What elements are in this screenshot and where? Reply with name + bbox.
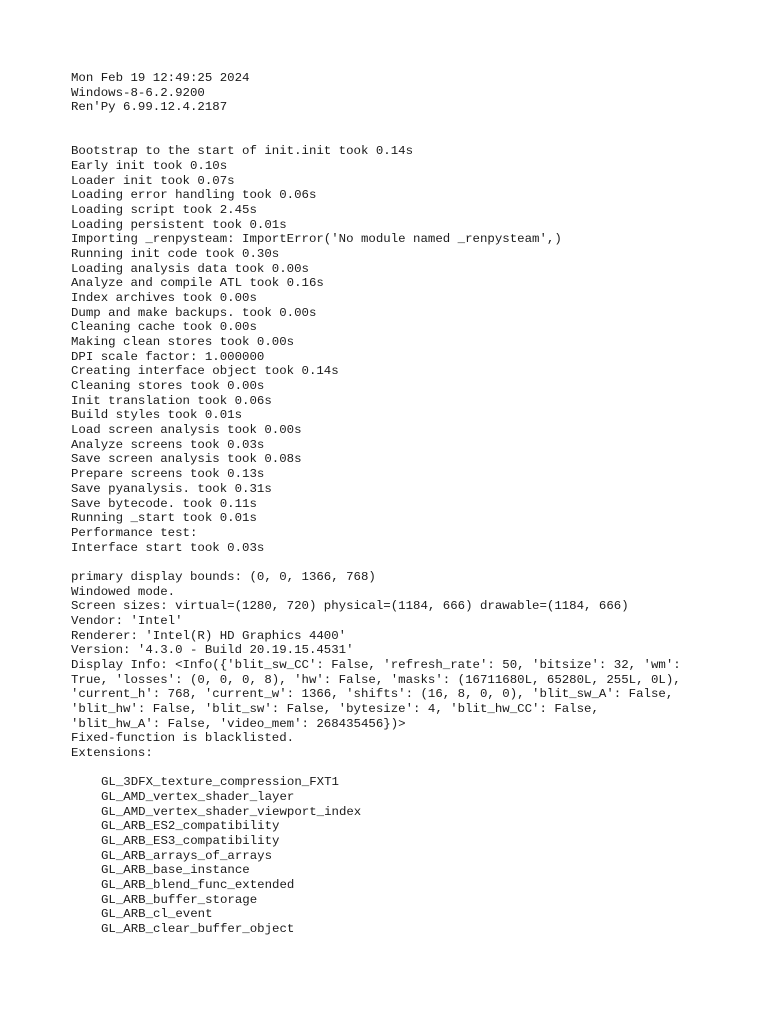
- extension-item: GL_ARB_ES2_compatibility: [101, 819, 280, 834]
- log-line: Bootstrap to the start of init.init took 0.14s: [71, 144, 414, 159]
- log-line-date: Mon Feb 19 12:49:25 2024: [71, 71, 250, 85]
- extension-item: GL_ARB_arrays_of_arrays: [101, 848, 273, 863]
- log-line: Build styles took 0.01s: [71, 408, 243, 423]
- log-line: Loading error handling took 0.06s: [71, 188, 317, 203]
- log-line-renpy-version: Ren'Py 6.99.12.4.2187: [71, 100, 228, 115]
- log-line: Running _start took 0.01s: [71, 511, 257, 526]
- log-line: Running init code took 0.30s: [71, 247, 280, 262]
- log-line: Cleaning stores took 0.00s: [71, 379, 265, 394]
- log-line: Loader init took 0.07s: [71, 173, 235, 188]
- log-line: Analyze screens took 0.03s: [71, 437, 265, 452]
- log-line: 'blit_hw': False, 'blit_sw': False, 'bytesize': 4, 'blit_hw_CC': False,: [71, 701, 599, 716]
- extension-item: GL_3DFX_texture_compression_FXT1: [101, 775, 339, 790]
- extension-item: GL_ARB_base_instance: [101, 863, 250, 878]
- log-header: [71, 71, 751, 115]
- log-line: Interface start took 0.03s: [71, 540, 265, 555]
- log-line: Load screen analysis took 0.00s: [71, 423, 302, 438]
- log-line: Analyze and compile ATL took 0.16s: [71, 276, 324, 291]
- log-line: Creating interface object took 0.14s: [71, 364, 339, 379]
- log-display-info: [71, 570, 751, 761]
- log-line: primary display bounds: (0, 0, 1366, 768): [71, 569, 376, 584]
- blank-gap: [71, 115, 751, 144]
- log-line: Vendor: 'Intel': [71, 613, 183, 628]
- extensions-list: [71, 775, 751, 936]
- log-line: Early init took 0.10s: [71, 159, 228, 174]
- log-line: 'blit_hw_A': False, 'video_mem': 268435456})>: [71, 716, 406, 731]
- log-line: Display Info: <Info({'blit_sw_CC': False, 'refresh_rate': 50, 'bitsize': 32, 'wm':: [71, 657, 681, 672]
- extension-item: GL_ARB_ES3_compatibility: [101, 833, 280, 848]
- extension-item: GL_AMD_vertex_shader_viewport_index: [101, 804, 362, 819]
- log-line: 'current_h': 768, 'current_w': 1366, 'shifts': (16, 8, 0, 0), 'blit_sw_A': False,: [71, 687, 674, 702]
- log-line: Renderer: 'Intel(R) HD Graphics 4400': [71, 628, 347, 643]
- extension-item: GL_ARB_cl_event: [101, 907, 213, 922]
- log-line: Version: '4.3.0 - Build 20.19.15.4531': [71, 643, 354, 658]
- log-line: Dump and make backups. took 0.00s: [71, 305, 317, 320]
- log-line: Loading persistent took 0.01s: [71, 217, 287, 232]
- log-line: Cleaning cache took 0.00s: [71, 320, 257, 335]
- log-line: DPI scale factor: 1.000000: [71, 349, 265, 364]
- log-line: True, 'losses': (0, 0, 0, 8), 'hw': False, 'masks': (16711680L, 65280L, 255L, 0L),: [71, 672, 681, 687]
- log-line: Loading script took 2.45s: [71, 203, 257, 218]
- log-line: Windowed mode.: [71, 584, 176, 599]
- log-line: Screen sizes: virtual=(1280, 720) physical=(1184, 666) drawable=(1184, 666): [71, 599, 629, 614]
- log-line: Init translation took 0.06s: [71, 393, 272, 408]
- extension-item: GL_ARB_buffer_storage: [101, 892, 258, 907]
- log-line: Making clean stores took 0.00s: [71, 335, 295, 350]
- extension-item: GL_ARB_blend_func_extended: [101, 877, 295, 892]
- log-line-os: Windows-8-6.2.9200: [71, 85, 205, 100]
- log-line: Index archives took 0.00s: [71, 291, 257, 306]
- blank-gap: [71, 555, 751, 570]
- log-line: Importing _renpysteam: ImportError('No module named _renpysteam',): [71, 232, 562, 247]
- blank-gap: [71, 761, 751, 776]
- extension-item: GL_ARB_clear_buffer_object: [101, 921, 295, 936]
- log-line: Save pyanalysis. took 0.31s: [71, 481, 272, 496]
- log-document: [71, 71, 751, 937]
- log-line: Extensions:: [71, 745, 153, 760]
- extension-item: GL_AMD_vertex_shader_layer: [101, 789, 295, 804]
- log-line: Save bytecode. took 0.11s: [71, 496, 257, 511]
- log-timings: [71, 144, 751, 555]
- log-line: Fixed-function is blacklisted.: [71, 731, 295, 746]
- log-line: Prepare screens took 0.13s: [71, 467, 265, 482]
- log-line: Save screen analysis took 0.08s: [71, 452, 302, 467]
- log-line: Loading analysis data took 0.00s: [71, 261, 309, 276]
- log-line: Performance test:: [71, 525, 198, 540]
